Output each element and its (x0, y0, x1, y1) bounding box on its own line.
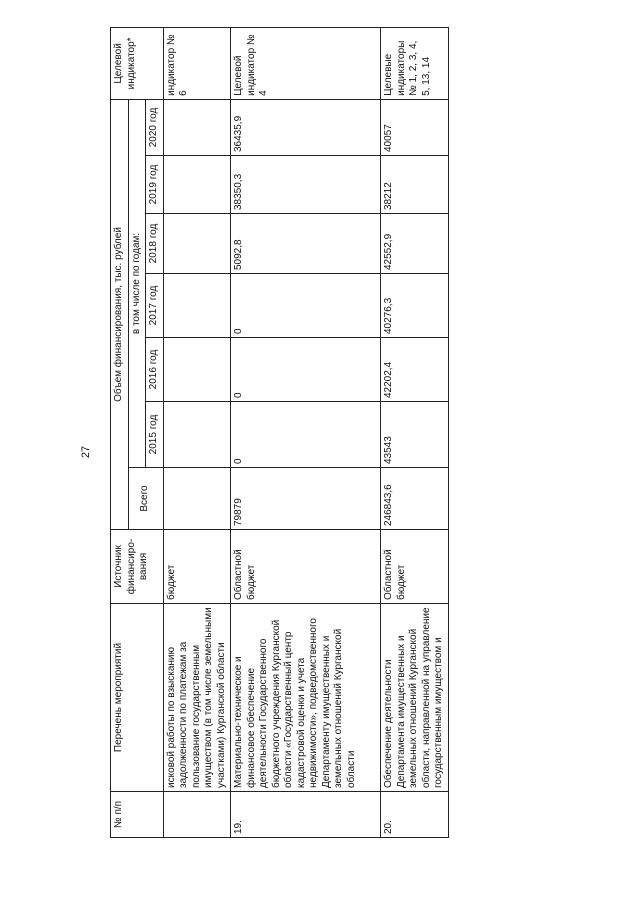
financing-table (110, 27, 449, 838)
row-2020: 40057 (381, 99, 449, 155)
row-2017 (163, 274, 231, 338)
row-2018: 5092,8 (231, 214, 381, 274)
header-indicator: Целевой индикатор* (111, 27, 164, 99)
header-activities: Перечень мероприятий (111, 604, 164, 792)
row-indicator: индикатор № 6 (163, 27, 231, 99)
header-num: № п/п (111, 792, 164, 838)
row-total: 246843,6 (381, 468, 449, 530)
row-2018 (163, 214, 231, 274)
row-activity: исковой работы по взысканию задолженности по платежам за пользование государственным имуществом (в том числе земельными участками) Курганской области (163, 604, 231, 792)
rotated-table-container (110, 28, 550, 838)
row-2017: 0 (231, 274, 381, 338)
row-2016: 0 (231, 338, 381, 402)
row-2019 (163, 156, 231, 214)
table-row (163, 27, 231, 837)
row-activity: Материально-техническое и финансовое обеспечение деятельности Государственного бюджетного учреждения Курганской области «Государственный центр кадастровой оценки и учета недвижимости», подведомственного Департаменту имущественных и земельных отношений Курганской области (231, 604, 381, 792)
row-source: бюджет (163, 530, 231, 604)
row-source: Областной бюджет (381, 530, 449, 604)
header-2015: 2015 год (146, 402, 164, 468)
header-volume: Объем финансирования, тыс. рублей (111, 99, 129, 529)
row-2015: 0 (231, 402, 381, 468)
row-total (163, 468, 231, 530)
header-total: Всего (128, 468, 163, 530)
row-2020 (163, 99, 231, 155)
header-2017: 2017 год (146, 274, 164, 338)
row-2020: 36435,9 (231, 99, 381, 155)
row-total: 79879 (231, 468, 381, 530)
row-2016: 42202,4 (381, 338, 449, 402)
header-2018: 2018 год (146, 214, 164, 274)
row-2017: 40276,3 (381, 274, 449, 338)
row-num: 19. (231, 792, 381, 838)
table-row (231, 27, 381, 837)
row-2019: 38212 (381, 156, 449, 214)
header-source: Источник финансиро-вания (111, 530, 164, 604)
row-num: 20. (381, 792, 449, 838)
row-2015: 43543 (381, 402, 449, 468)
row-2016 (163, 338, 231, 402)
row-2015 (163, 402, 231, 468)
row-activity: Обеспечение деятельности Департамента имущественных и земельных отношений Курганской области, направленной на управление государственным имуществом и (381, 604, 449, 792)
row-num (163, 792, 231, 838)
page-number: 27 (80, 445, 92, 459)
header-2020: 2020 год (146, 99, 164, 155)
row-2018: 42552,9 (381, 214, 449, 274)
header-by-years: в том числе по годам: (128, 99, 146, 467)
row-source: Областной бюджет (231, 530, 381, 604)
row-indicator: Целевой индикатор № 4 (231, 27, 381, 99)
row-2019: 38350,3 (231, 156, 381, 214)
header-2016: 2016 год (146, 338, 164, 402)
row-indicator: Целевые индикаторы № 1, 2, 3, 4, 5, 13, 14 (381, 27, 449, 99)
header-2019: 2019 год (146, 156, 164, 214)
table-row (381, 27, 449, 837)
